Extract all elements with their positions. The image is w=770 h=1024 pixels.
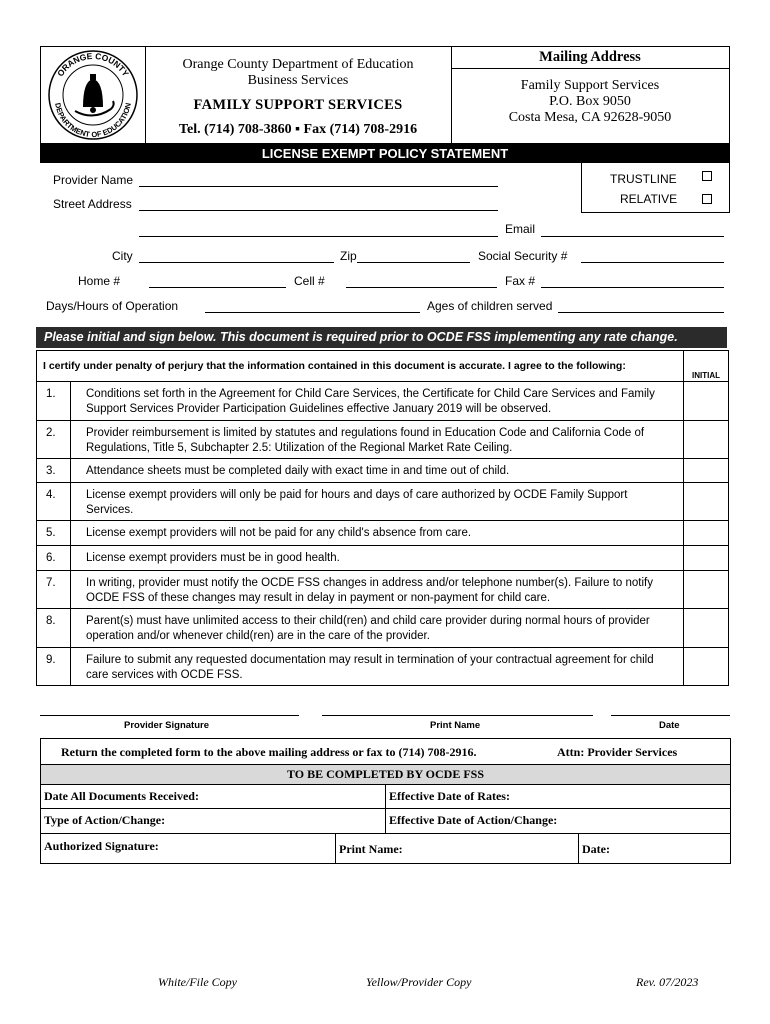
home-phone-label: Home # [78, 274, 121, 288]
ssn-field[interactable] [581, 262, 724, 263]
item-text: Attendance sheets must be completed daily with exact time in and time out of child. [71, 459, 684, 482]
agreement-row [37, 482, 728, 520]
initial-box[interactable] [684, 459, 728, 482]
item-number: 1. [37, 382, 71, 420]
provider-type-box [581, 163, 730, 213]
item-number: 9. [37, 648, 71, 685]
provider-signature-field[interactable] [40, 715, 299, 716]
signature-date-field[interactable] [611, 715, 730, 716]
agreement-row [37, 647, 728, 685]
mailing-line-3: Costa Mesa, CA 92628-9050 [508, 110, 672, 125]
email-field[interactable] [541, 236, 724, 237]
ocde-row [41, 785, 730, 809]
certify-statement: I certify under penalty of perjury that the information contained in this document is accurate. I agree to the following: [37, 351, 684, 381]
initial-box[interactable] [684, 609, 728, 647]
item-text: Failure to submit any requested documentation may result in termination of your contractual agreement for child care services with OCDE FSS. [71, 648, 684, 685]
initial-box[interactable] [684, 546, 728, 570]
date-documents-received[interactable]: Date All Documents Received: [41, 785, 386, 808]
item-text: License exempt providers will only be paid for hours and days of care authorized by OCDE Family Support Services. [71, 483, 684, 520]
effective-date-action[interactable]: Effective Date of Action/Change: [389, 813, 558, 827]
initial-box[interactable] [684, 571, 728, 608]
item-text: Conditions set forth in the Agreement for Child Care Services, the Certificate for Child Care Services and Family Support Services Provider Participation Guidelines effective January 2019 will be observed. [71, 382, 684, 420]
item-text: In writing, provider must notify the OCDE FSS changes in address and/or telephone number(s). Failure to notify OCDE FSS of these changes may result in delay in payment or non-payment for child care. [71, 571, 684, 608]
zip-field[interactable] [357, 262, 470, 263]
revision-label: Rev. 07/2023 [636, 975, 699, 989]
ocde-print-name[interactable]: Print Name: [336, 834, 579, 863]
agreement-row [37, 520, 728, 545]
department-cell [145, 47, 452, 143]
print-name-field[interactable] [322, 715, 593, 716]
svg-text:DEPARTMENT OF EDUCATION: DEPARTMENT OF EDUCATION [53, 102, 133, 140]
item-number: 6. [37, 546, 71, 570]
relative-checkbox[interactable] [702, 194, 712, 204]
type-of-action[interactable]: Type of Action/Change: [41, 809, 386, 833]
ocde-seal-logo [41, 47, 145, 143]
city-field[interactable] [139, 262, 334, 263]
trustline-checkbox[interactable] [702, 171, 712, 181]
item-text: License exempt providers must be in good health. [71, 546, 684, 570]
city-label: City [112, 249, 133, 263]
ocde-row [41, 809, 730, 834]
provider-name-label: Provider Name [53, 173, 134, 187]
days-hours-label: Days/Hours of Operation [46, 299, 179, 313]
email-label: Email [505, 222, 536, 236]
initial-box[interactable] [684, 648, 728, 685]
agreement-row [37, 570, 728, 608]
ocde-use-section [40, 765, 731, 864]
initial-box[interactable] [684, 421, 728, 458]
mailing-title: Mailing Address [451, 49, 729, 69]
initial-box[interactable] [684, 483, 728, 520]
fax-field[interactable] [541, 287, 724, 288]
item-text: Provider reimbursement is limited by statutes and regulations found in Education Code and California Code of Regulations, Title 5, Subchapter 2.5: Utilization of the Regional Market Rate Ceiling. [71, 421, 684, 458]
address-line-2-field[interactable] [139, 236, 498, 237]
street-address-field[interactable] [139, 210, 498, 211]
print-name-label: Print Name [430, 720, 481, 731]
item-number: 3. [37, 459, 71, 482]
logo-cell [41, 47, 146, 143]
item-text: License exempt providers will not be paid for any child's absence from care. [71, 521, 684, 545]
cell-phone-label: Cell # [294, 274, 325, 288]
item-text: Parent(s) must have unlimited access to their child(ren) and child care provider during normal hours of provider operation and/or whenever child(ren) are in the care of the provider. [71, 609, 684, 647]
ssn-label: Social Security # [478, 249, 568, 263]
item-number: 4. [37, 483, 71, 520]
ages-served-field[interactable] [558, 312, 724, 313]
mailing-address-cell [451, 47, 729, 143]
certify-row [37, 351, 728, 381]
tel-fax: Tel. (714) 708-3860 ▪ Fax (714) 708-2916 [178, 122, 418, 137]
yellow-copy-label: Yellow/Provider Copy [366, 975, 472, 989]
item-number: 7. [37, 571, 71, 608]
svg-text:ORANGE COUNTY: ORANGE COUNTY [55, 50, 131, 79]
provider-signature-label: Provider Signature [124, 720, 209, 731]
ocde-row [41, 834, 730, 863]
initial-box[interactable] [684, 521, 728, 545]
form-title-banner: LICENSE EXEMPT POLICY STATEMENT [40, 144, 730, 163]
program-name: FAMILY SUPPORT SERVICES [193, 97, 403, 113]
fax-label: Fax # [505, 274, 536, 288]
ages-served-label: Ages of children served [427, 299, 553, 313]
days-hours-field[interactable] [205, 312, 420, 313]
agreement-row [37, 545, 728, 570]
initial-box[interactable] [684, 382, 728, 420]
ocde-date[interactable]: Date: [582, 842, 610, 856]
item-number: 2. [37, 421, 71, 458]
relative-label: RELATIVE [620, 192, 678, 206]
item-number: 5. [37, 521, 71, 545]
return-attn: Attn: Provider Services [557, 745, 678, 759]
mailing-line-1: Family Support Services [520, 78, 660, 93]
form-header [40, 46, 730, 144]
agreement-row [37, 381, 728, 420]
trustline-label: TRUSTLINE [610, 172, 677, 186]
zip-label: Zip [340, 249, 357, 263]
agreement-row [37, 420, 728, 458]
initial-header: INITIAL [692, 371, 720, 380]
agreement-row [37, 608, 728, 647]
return-instructions [40, 738, 731, 765]
provider-name-field[interactable] [139, 186, 498, 187]
white-copy-label: White/File Copy [158, 975, 237, 989]
instruction-banner: Please initial and sign below. This document is required prior to OCDE FSS implementing any rate change. [36, 327, 727, 348]
home-phone-field[interactable] [149, 287, 286, 288]
department-name: Orange County Department of Education [182, 57, 414, 72]
department-division: Business Services [247, 73, 349, 88]
authorized-signature[interactable]: Authorized Signature: [41, 834, 336, 863]
agreement-row [37, 458, 728, 482]
street-address-label: Street Address [53, 197, 132, 211]
item-number: 8. [37, 609, 71, 647]
return-note-text: Return the completed form to the above mailing address or fax to (714) 708-2916. [61, 745, 477, 759]
signature-date-label: Date [659, 720, 680, 731]
agreement-table [36, 350, 729, 686]
ocde-section-title: TO BE COMPLETED BY OCDE FSS [41, 765, 730, 785]
effective-date-rates[interactable]: Effective Date of Rates: [389, 789, 510, 803]
cell-phone-field[interactable] [346, 287, 497, 288]
mailing-line-2: P.O. Box 9050 [549, 94, 631, 109]
